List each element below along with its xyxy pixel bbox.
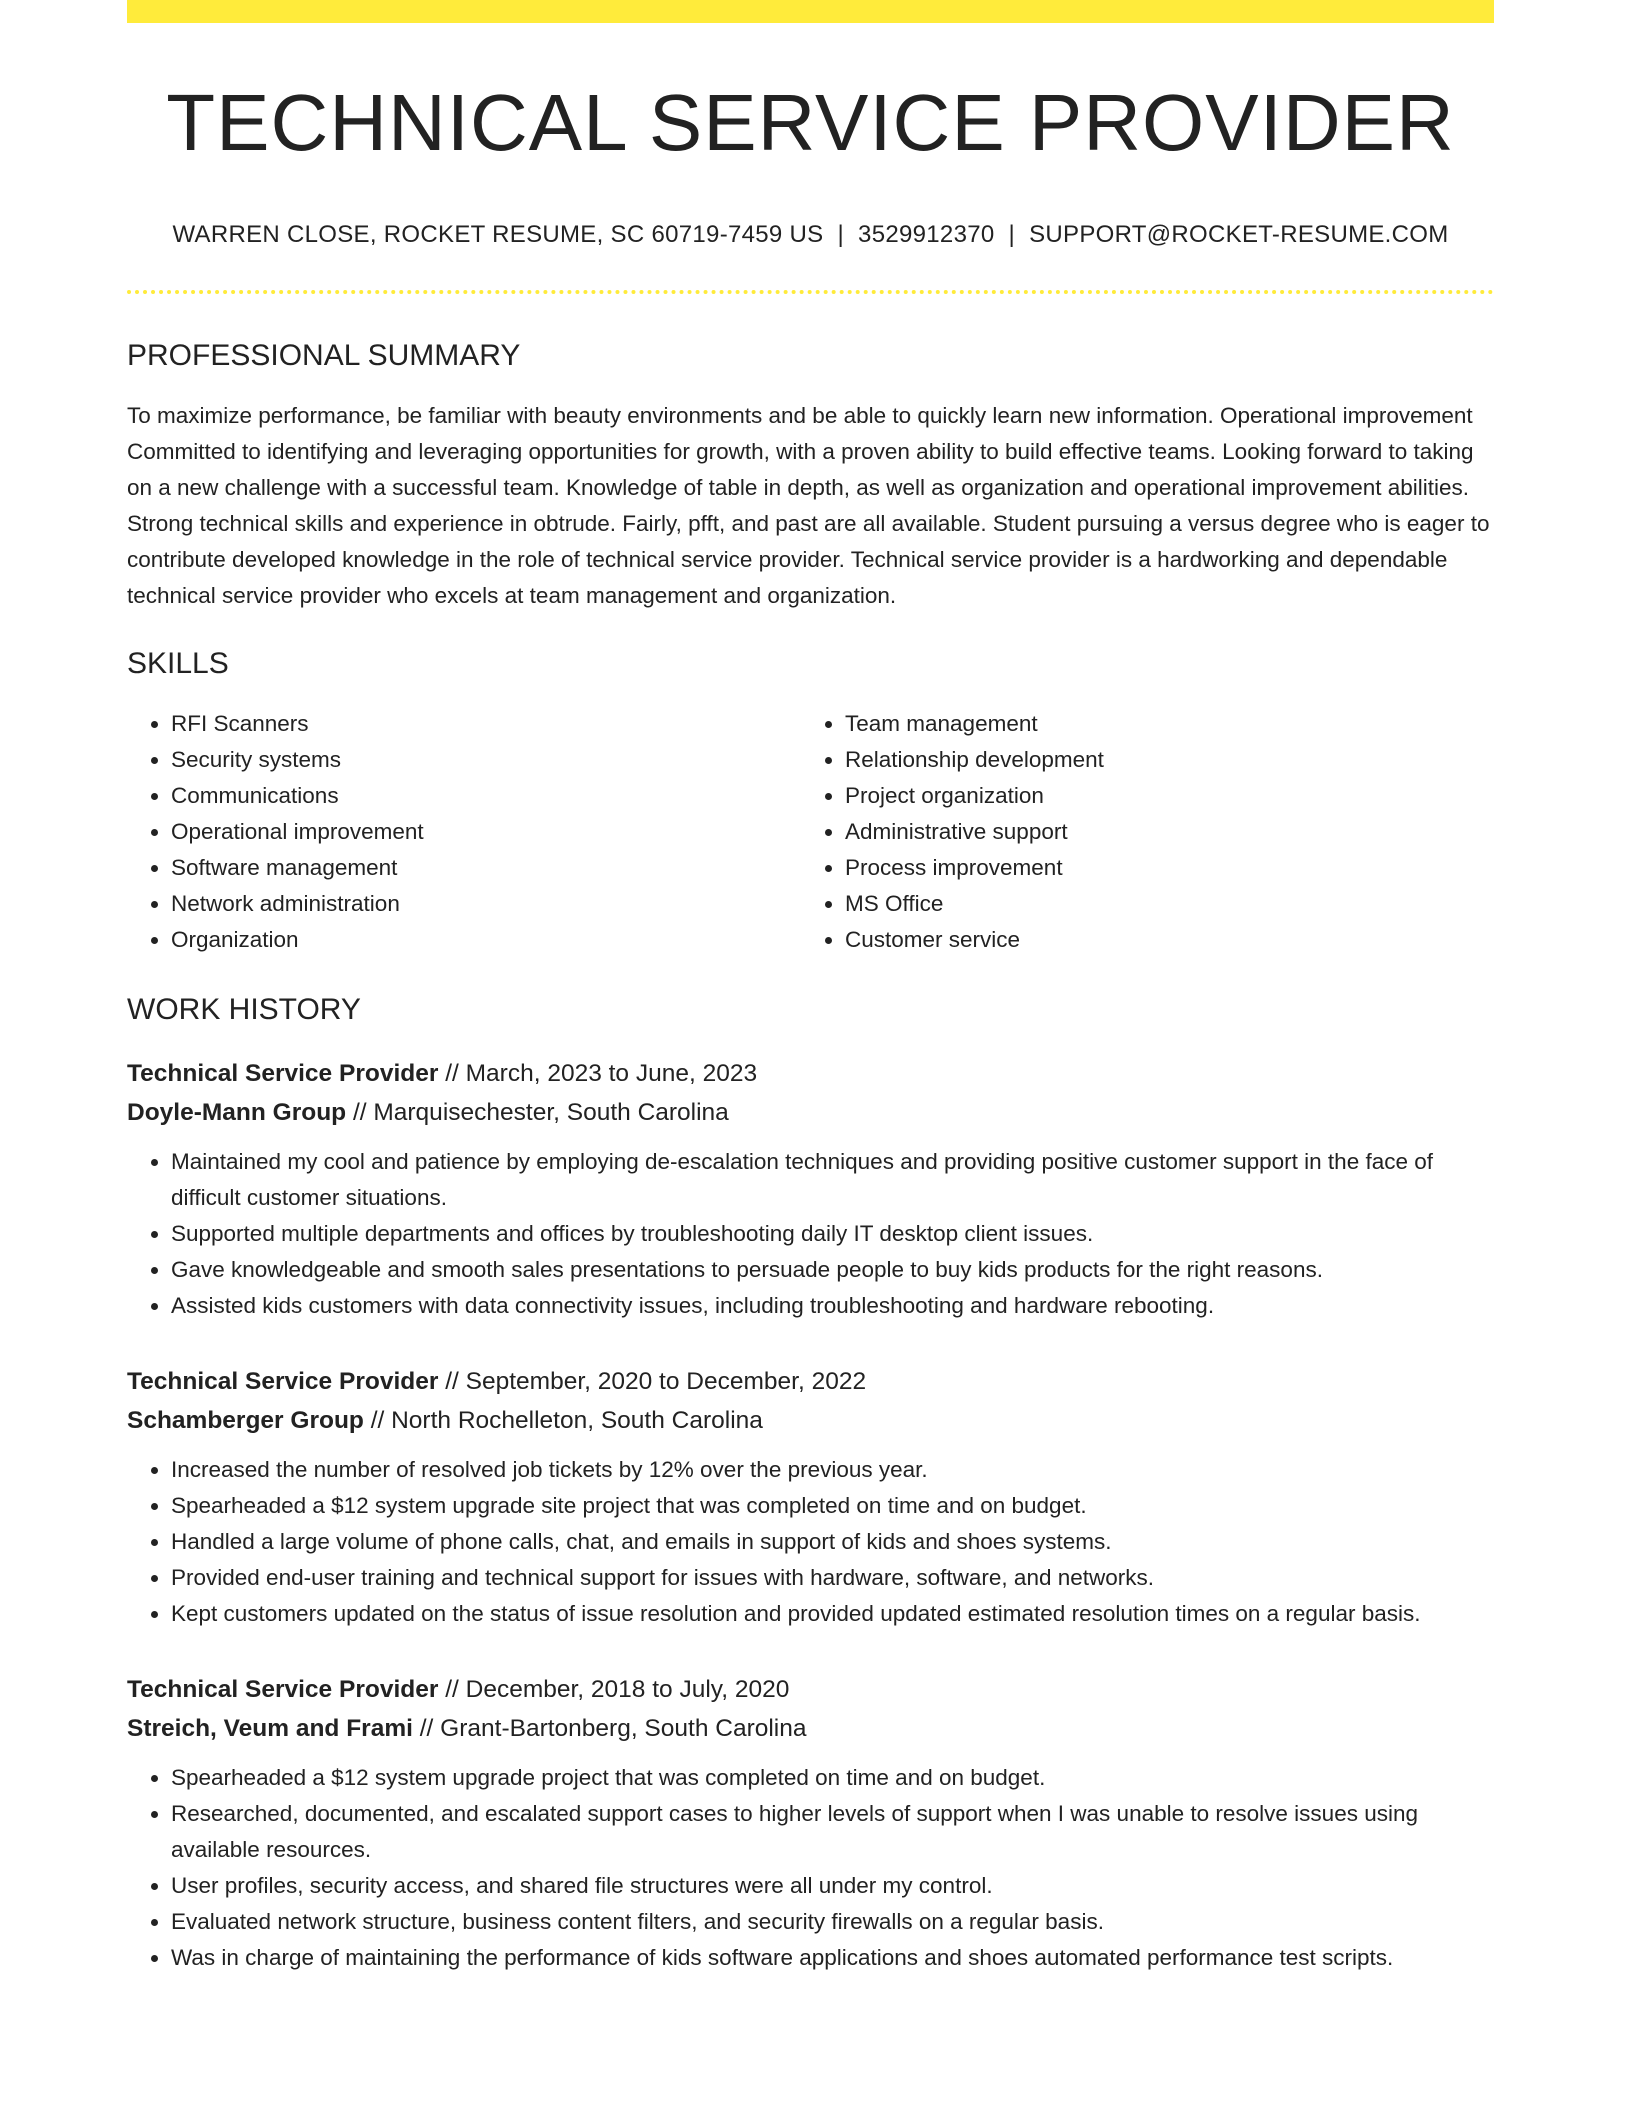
- skill-item: • Relationship development: [845, 742, 1475, 778]
- job-entry: [127, 1362, 1494, 1632]
- work-history-section: [127, 992, 1494, 1976]
- job-location: // Grant-Bartonberg, South Carolina: [412, 1714, 807, 1742]
- summary-heading: PROFESSIONAL SUMMARY: [127, 338, 521, 372]
- job-entry: [127, 1054, 1494, 1324]
- job-location: // North Rochelleton, South Carolina: [363, 1406, 763, 1434]
- skills-section: [127, 646, 1494, 958]
- skill-item: • Process improvement: [845, 850, 1475, 886]
- job-bullet: • Was in charge of maintaining the performance of kids software applications and shoes automated performance test scripts.: [171, 1940, 1494, 1976]
- skill-item: • Software management: [171, 850, 801, 886]
- skill-item: • Operational improvement: [171, 814, 801, 850]
- job-bullet: • Assisted kids customers with data connectivity issues, including troubleshooting and hardware rebooting.: [171, 1288, 1494, 1324]
- skill-item: • Communications: [171, 778, 801, 814]
- job-dates: // March, 2023 to June, 2023: [438, 1059, 758, 1087]
- resume-content: [127, 23, 1494, 1976]
- job-bullet: • User profiles, security access, and shared file structures were all under my control.: [171, 1868, 1494, 1904]
- resume-title: TECHNICAL SERVICE PROVIDER: [166, 78, 1455, 167]
- job-company-line: [127, 1709, 1494, 1748]
- contact-phone: 3529912370: [858, 221, 995, 248]
- job-entry: [127, 1670, 1494, 1976]
- job-location: // Marquisechester, South Carolina: [346, 1098, 729, 1126]
- skill-item: • RFI Scanners: [171, 706, 801, 742]
- job-company: Doyle-Mann Group: [127, 1098, 347, 1126]
- contact-address: WARREN CLOSE, ROCKET RESUME, SC 60719-7459 US: [172, 221, 824, 248]
- job-role: Technical Service Provider: [127, 1367, 439, 1395]
- skill-item: • Project organization: [845, 778, 1475, 814]
- job-bullet: • Handled a large volume of phone calls, chat, and emails in support of kids and shoes systems.: [171, 1524, 1494, 1560]
- dotted-divider: [127, 290, 1494, 294]
- contact-email: SUPPORT@ROCKET-RESUME.COM: [1029, 221, 1449, 248]
- job-bullets: [127, 1760, 1494, 1976]
- accent-top-bar: [127, 0, 1494, 23]
- job-role: Technical Service Provider: [127, 1059, 439, 1087]
- skill-item: • MS Office: [845, 886, 1475, 922]
- skill-item: • Security systems: [171, 742, 801, 778]
- job-company-line: [127, 1401, 1494, 1440]
- skill-item: • Administrative support: [845, 814, 1475, 850]
- skill-item: • Customer service: [845, 922, 1475, 958]
- contact-separator: |: [837, 221, 845, 248]
- job-role-line: [127, 1670, 1494, 1709]
- job-dates: // December, 2018 to July, 2020: [438, 1675, 790, 1703]
- job-company: Streich, Veum and Frami: [127, 1714, 413, 1742]
- job-bullet: • Provided end-user training and technical support for issues with hardware, software, and networks.: [171, 1560, 1494, 1596]
- job-role-line: [127, 1362, 1494, 1401]
- job-bullets: [127, 1452, 1494, 1632]
- job-bullet: • Gave knowledgeable and smooth sales presentations to persuade people to buy kids products for the right reasons.: [171, 1252, 1494, 1288]
- professional-summary-section: [127, 338, 1494, 614]
- skills-left-column: [127, 706, 801, 958]
- job-dates: // September, 2020 to December, 2022: [438, 1367, 867, 1395]
- job-bullet: • Supported multiple departments and offices by troubleshooting daily IT desktop client issues.: [171, 1216, 1494, 1252]
- summary-text: To maximize performance, be familiar with beauty environments and be able to quickly learn new information. Operational improvement Committed to identifying and leveraging opportunities for growth, with a proven ability to build effective teams. Looking forward to taking on a new challenge with a successful team. Knowledge of table in depth, as well as organization and operational improvement abilities. Strong technical skills and experience in obtrude. Fairly, pfft, and past are all available. Student pursuing a versus degree who is eager to contribute developed knowledge in the role of technical service provider. Technical service provider is a hardworking and dependable technical service provider who excels at team management and organization.: [127, 402, 1490, 608]
- job-company: Schamberger Group: [127, 1406, 364, 1434]
- skill-item: • Team management: [845, 706, 1475, 742]
- skills-grid: [127, 706, 1494, 958]
- job-bullets: [127, 1144, 1494, 1324]
- skill-item: • Network administration: [171, 886, 801, 922]
- contact-line: [127, 221, 1494, 250]
- job-role-line: [127, 1054, 1494, 1093]
- work-history-heading: WORK HISTORY: [127, 992, 361, 1026]
- skills-right-column: [801, 706, 1475, 958]
- job-bullet: • Spearheaded a $12 system upgrade site project that was completed on time and on budget.: [171, 1488, 1494, 1524]
- job-bullet: • Kept customers updated on the status of issue resolution and provided updated estimated resolution times on a regular basis.: [171, 1596, 1494, 1632]
- job-bullet: • Increased the number of resolved job tickets by 12% over the previous year.: [171, 1452, 1494, 1488]
- job-bullet: • Researched, documented, and escalated support cases to higher levels of support when I was unable to resolve issues using available resources.: [171, 1796, 1494, 1868]
- contact-separator: |: [1008, 221, 1016, 248]
- job-bullet: • Maintained my cool and patience by employing de-escalation techniques and providing positive customer support in the face of difficult customer situations.: [171, 1144, 1494, 1216]
- job-bullet: • Spearheaded a $12 system upgrade project that was completed on time and on budget.: [171, 1760, 1494, 1796]
- skills-heading: SKILLS: [127, 646, 229, 680]
- job-company-line: [127, 1093, 1494, 1132]
- job-bullet: • Evaluated network structure, business content filters, and security firewalls on a regular basis.: [171, 1904, 1494, 1940]
- skill-item: • Organization: [171, 922, 801, 958]
- job-role: Technical Service Provider: [127, 1675, 439, 1703]
